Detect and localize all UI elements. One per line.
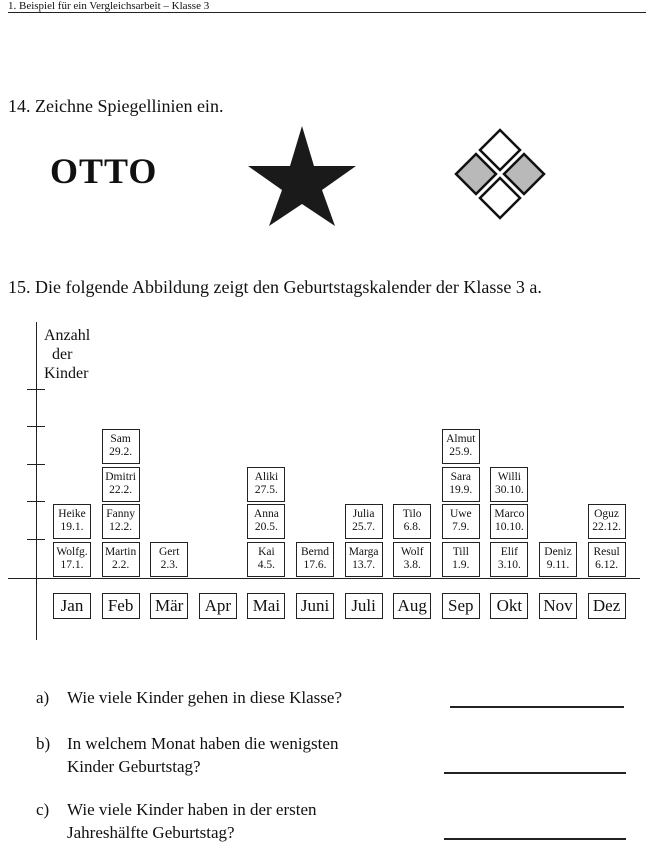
birthday-date: 30.10. xyxy=(495,483,524,496)
birthday-date: 4.5. xyxy=(257,558,276,571)
child-name: Kai xyxy=(258,545,275,558)
child-name: Deniz xyxy=(544,545,572,558)
child-name: Willi xyxy=(497,470,521,483)
birthday-box xyxy=(442,429,480,464)
header-divider xyxy=(8,12,646,13)
birthday-date: 6.8. xyxy=(403,521,421,533)
birthday-date: 22.2. xyxy=(109,483,133,496)
y-tick xyxy=(27,539,45,540)
question-letter: c) xyxy=(36,800,50,819)
birthday-box xyxy=(102,542,140,577)
birthday-box xyxy=(247,504,285,539)
child-name: Wolfg. xyxy=(56,545,88,558)
y-axis xyxy=(36,322,37,640)
month-label: Aug xyxy=(393,593,431,619)
month-label: Dez xyxy=(588,593,626,619)
page-header: 1. Beispiel für ein Vergleichsarbeit – Klasse 3 xyxy=(8,0,210,12)
child-name: Oguz xyxy=(594,508,620,520)
birthday-date: 2.2. xyxy=(111,558,130,571)
birthday-box xyxy=(490,504,528,539)
question-text: In welchem Monat haben die wenigsten xyxy=(67,734,339,753)
y-axis-label-line: der xyxy=(52,346,73,363)
birthday-box xyxy=(442,542,480,577)
birthday-date: 19.1. xyxy=(60,521,84,533)
birthday-box xyxy=(102,504,140,539)
y-axis-label-line: Kinder xyxy=(44,365,89,382)
month-label: Mär xyxy=(150,593,188,619)
child-name: Almut xyxy=(446,433,476,445)
y-axis-label xyxy=(44,326,90,383)
child-name: Gert xyxy=(158,545,180,558)
birthday-date: 12.2. xyxy=(109,521,133,533)
y-tick xyxy=(27,426,45,427)
child-name: Wolf xyxy=(400,545,424,558)
birthday-date: 10.10. xyxy=(495,521,524,533)
birthday-date: 25.7. xyxy=(352,521,376,533)
birthday-date: 29.2. xyxy=(109,446,133,458)
child-name: Till xyxy=(452,545,469,558)
month-label: Okt xyxy=(490,593,528,619)
x-axis xyxy=(8,578,640,579)
child-name: Resul xyxy=(593,545,620,558)
birthday-box xyxy=(490,467,528,502)
otto-word: OTTO xyxy=(50,151,158,191)
birthday-date: 3.8. xyxy=(403,558,421,571)
child-name: Heike xyxy=(58,508,86,520)
y-tick xyxy=(27,389,45,390)
child-name: Marga xyxy=(348,545,379,558)
task-15-title: 15. Die folgende Abbildung zeigt den Geburtstagskalender der Klasse 3 a. xyxy=(8,277,542,297)
birthday-box xyxy=(102,429,140,464)
birthday-date: 7.9. xyxy=(452,521,470,533)
birthday-box xyxy=(53,542,91,577)
birthday-box xyxy=(588,504,626,539)
y-axis-label-line: Anzahl xyxy=(44,327,91,344)
question-letter: a) xyxy=(36,688,50,707)
child-name: Dmitri xyxy=(105,470,136,483)
child-name: Aliki xyxy=(254,470,279,483)
birthday-date: 19.9. xyxy=(449,483,473,496)
birthday-box xyxy=(490,542,528,577)
diamond-shape xyxy=(452,126,548,222)
answer-line-a[interactable] xyxy=(450,706,624,708)
question-text: Jahreshälfte Geburtstag? xyxy=(67,823,235,842)
birthday-box xyxy=(442,467,480,502)
child-name: Sam xyxy=(110,433,131,445)
task-14-title: 14. Zeichne Spiegellinien ein. xyxy=(8,96,224,116)
birthday-box xyxy=(393,504,431,539)
child-name: Sara xyxy=(450,470,472,483)
birthday-date: 1.9. xyxy=(452,558,470,571)
birthday-date: 25.9. xyxy=(449,446,473,458)
birthday-date: 3.10. xyxy=(497,558,521,571)
birthday-date: 20.5. xyxy=(254,521,278,533)
birthday-box xyxy=(102,467,140,502)
question-letter: b) xyxy=(36,734,51,753)
birthday-box xyxy=(53,504,91,539)
birthday-date: 2.3. xyxy=(160,558,178,571)
child-name: Marco xyxy=(494,508,525,520)
birthday-date: 17.6. xyxy=(303,558,327,571)
birthday-date: 13.7. xyxy=(352,558,376,571)
child-name: Elif xyxy=(500,545,519,558)
birthday-date: 6.12. xyxy=(595,558,619,571)
birthday-date: 22.12. xyxy=(592,521,621,533)
birthday-box xyxy=(588,542,626,577)
child-name: Uwe xyxy=(449,508,472,520)
month-label: Sep xyxy=(442,593,480,619)
y-tick xyxy=(27,464,45,465)
month-label: Mai xyxy=(247,593,285,619)
birthday-box xyxy=(150,542,188,577)
birthday-box xyxy=(345,504,383,539)
birthday-box xyxy=(296,542,334,577)
y-tick xyxy=(27,501,45,502)
star-shape xyxy=(246,124,358,228)
birthday-box xyxy=(247,542,285,577)
answer-line-c[interactable] xyxy=(444,838,626,840)
child-name: Anna xyxy=(253,508,279,520)
month-label: Jan xyxy=(53,593,91,619)
birthday-date: 17.1. xyxy=(60,558,84,571)
birthday-box xyxy=(247,467,285,502)
child-name: Martin xyxy=(104,545,137,558)
child-name: Fanny xyxy=(106,508,135,520)
birthday-box xyxy=(442,504,480,539)
answer-line-b[interactable] xyxy=(444,772,626,774)
birthday-box xyxy=(345,542,383,577)
child-name: Bernd xyxy=(300,545,330,558)
month-label: Nov xyxy=(539,593,577,619)
month-label: Feb xyxy=(102,593,140,619)
month-label: Apr xyxy=(199,593,237,619)
birthday-date: 27.5. xyxy=(254,483,278,496)
question-text: Wie viele Kinder haben in der ersten xyxy=(67,800,317,819)
child-name: Julia xyxy=(352,508,375,520)
question-text: Kinder Geburtstag? xyxy=(67,757,201,776)
question-text: Wie viele Kinder gehen in diese Klasse? xyxy=(67,688,342,707)
birthday-box xyxy=(393,542,431,577)
child-name: Tilo xyxy=(402,508,422,520)
birthday-date: 9.11. xyxy=(546,558,570,571)
birthday-box xyxy=(539,542,577,577)
month-label: Juli xyxy=(345,593,383,619)
month-label: Juni xyxy=(296,593,334,619)
